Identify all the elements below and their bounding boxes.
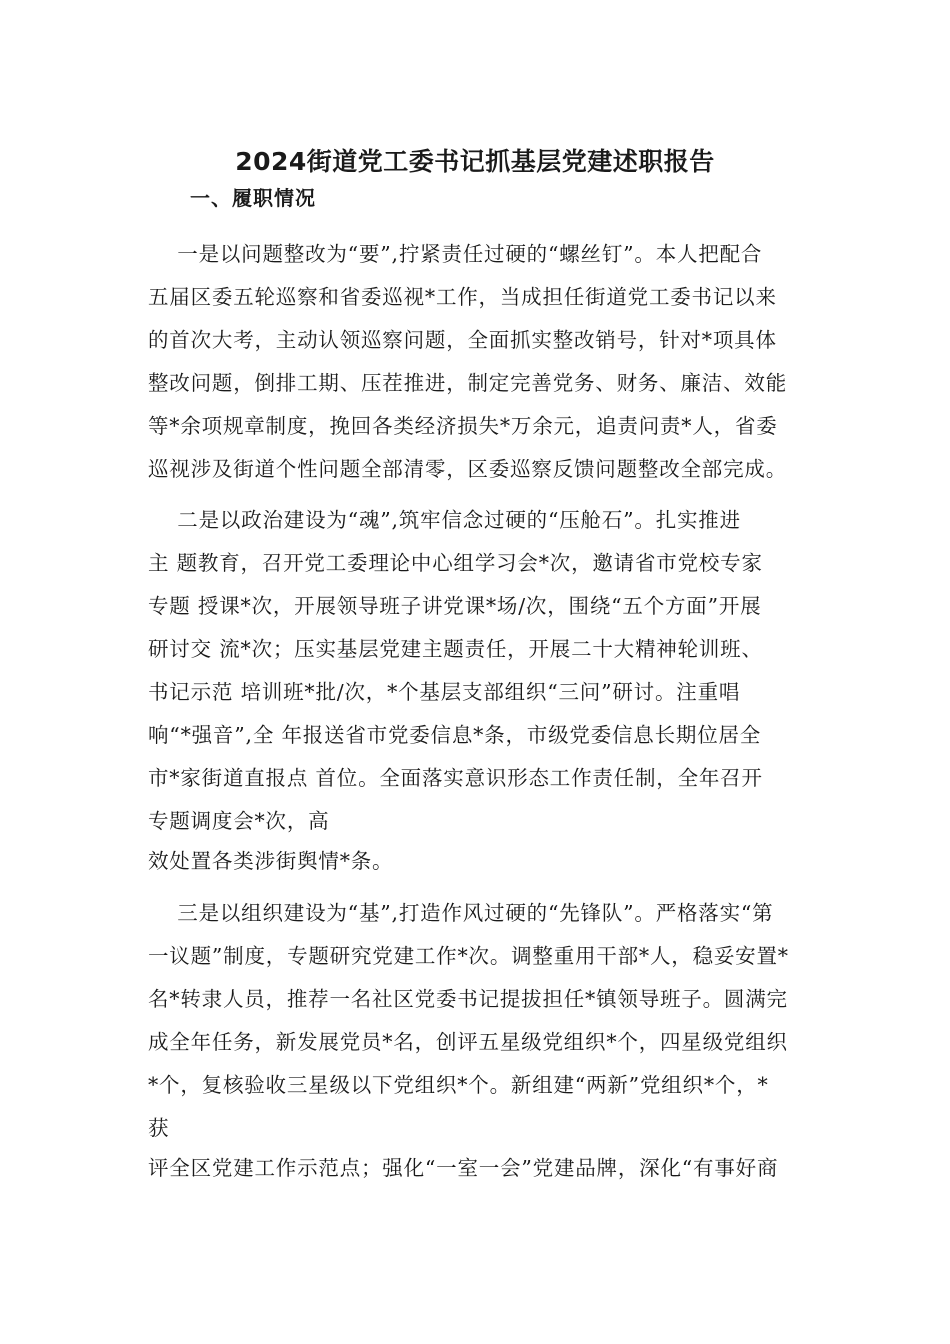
body-line: 评全区党建工作示范点；强化“一室一会”党建品牌，深化“有事好商: [148, 1156, 779, 1180]
body-line: *个，复核验收三星级以下党组织*个。新组建“两新”党组织*个，*: [148, 1073, 769, 1097]
body-line: 专题调度会*次，高: [148, 809, 330, 833]
body-line: 一是以问题整改为“要”,拧紧责任过硬的“螺丝钉”。本人把配合: [148, 242, 763, 266]
body-line: 五届区委五轮巡察和省委巡视*工作，当成担任街道党工委书记以来: [148, 285, 777, 309]
body-line: 一议题”制度，专题研究党建工作*次。调整重用干部*人，稳妥安置*: [148, 944, 789, 968]
body-line: 书记示范 培训班*批/次，*个基层支部组织“三问”研讨。注重唱: [148, 680, 741, 704]
body-line: 获: [148, 1116, 170, 1140]
body-line: 成全年任务，新发展党员*名，创评五星级党组织*个，四星级党组织: [148, 1030, 788, 1054]
body-line: 响“*强音”,全 年报送省市党委信息*条，市级党委信息长期位居全: [148, 723, 762, 747]
body-line: 名*转隶人员，推荐一名社区党委书记提拔担任*镇领导班子。圆满完: [148, 987, 788, 1011]
body-line: 专题 授课*次，开展领导班子讲党课*场/次，围绕“五个方面”开展: [148, 594, 762, 618]
body-line: 市*家街道直报点 首位。全面落实意识形态工作责任制，全年召开: [148, 766, 763, 790]
body-line: 的首次大考，主动认领巡察问题，全面抓实整改销号，针对*项具体: [148, 328, 777, 352]
body-line: 研讨交 流*次；压实基层党建主题责任，开展二十大精神轮训班、: [148, 637, 763, 661]
document-title: 2024街道党工委书记抓基层党建述职报告: [235, 147, 715, 176]
body-line: 三是以组织建设为“基”,打造作风过硬的“先锋队”。严格落实“第: [148, 901, 774, 925]
body-line: 巡视涉及街道个性问题全部清零，区委巡察反馈问题整改全部完成。: [148, 457, 787, 481]
body-line: 整改问题，倒排工期、压茬推进，制定完善党务、财务、廉洁、效能: [148, 371, 787, 395]
body-line: 主 题教育，召开党工委理论中心组学习会*次，邀请省市党校专家: [148, 551, 763, 575]
body-line: 效处置各类涉街舆情*条。: [148, 849, 394, 873]
body-line: 等*余项规章制度，挽回各类经济损失*万余元，追责问责*人，省委: [148, 414, 778, 438]
section-heading: 一、履职情况: [190, 186, 316, 210]
body-line: 二是以政治建设为“魂”,筑牢信念过硬的“压舱石”。扎实推进: [148, 508, 741, 532]
